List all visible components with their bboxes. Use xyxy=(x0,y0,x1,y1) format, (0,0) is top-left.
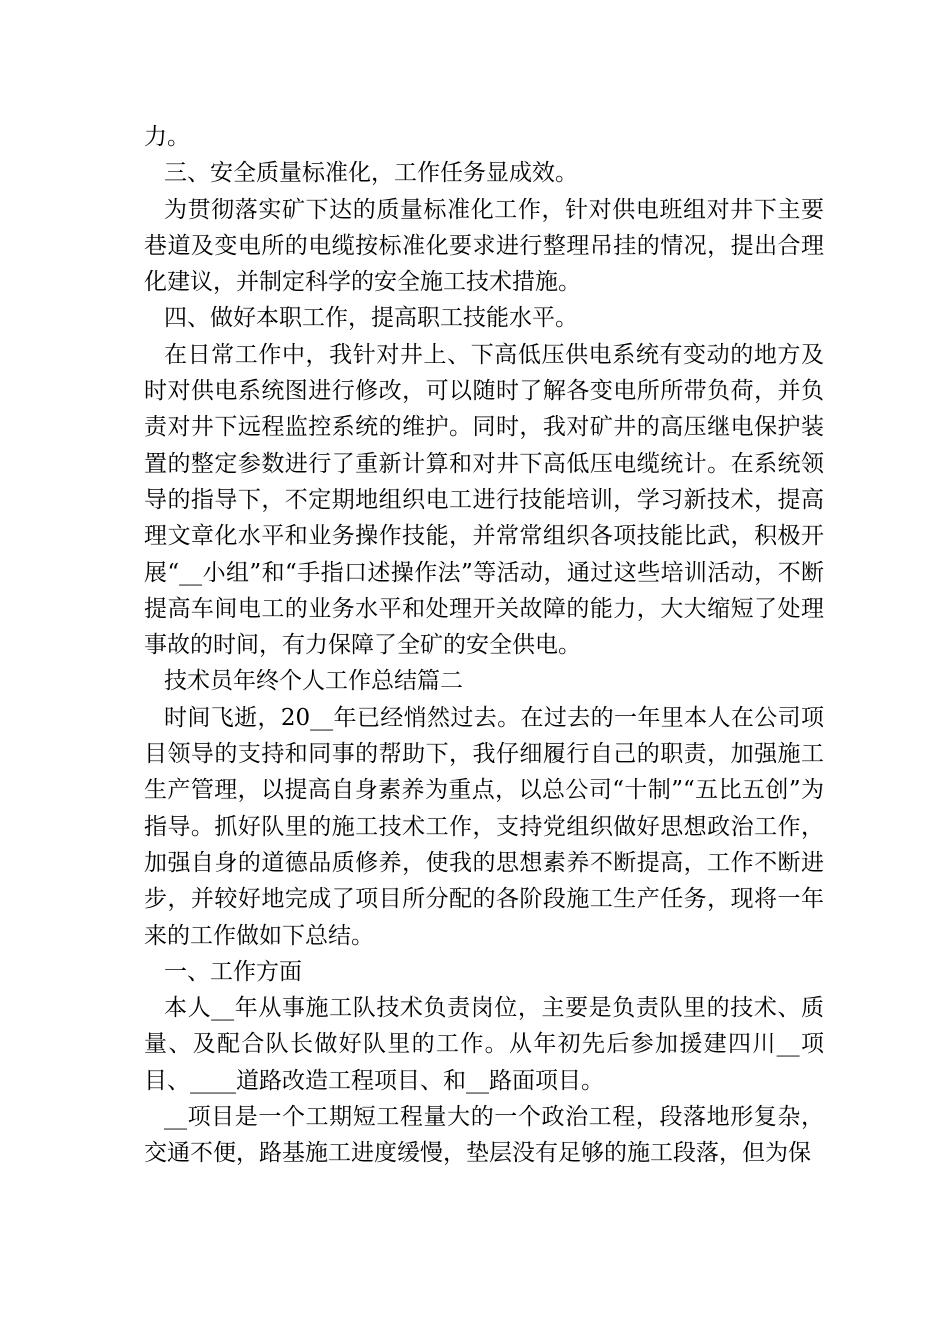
paragraph-5: 本人__年从事施工队技术负责岗位，主要是负责队里的技术、质量、及配合队长做好队里的工作。从年初先后参加援建四川__项目、____道路改造工程项目、和__路面项目。 xyxy=(144,995,824,1094)
paragraph-6: __项目是一个工期短工程量大的一个政治工程，段落地形复杂，交通不便，路基施工进度缓慢，垫层没有足够的施工段落，但为保 xyxy=(144,1104,824,1167)
article-title-part-2: 技术员年终个人工作总结篇二 xyxy=(164,668,463,695)
section-heading-3: 三、安全质量标准化，工作任务显成效。 xyxy=(164,160,578,187)
paragraph-2: 为贯彻落实矿下达的质量标准化工作，针对供电班组对井下主要巷道及变电所的电缆按标准化要求进行整理吊挂的情况，提出合理化建议，并制定科学的安全施工技术措施。 xyxy=(144,196,824,296)
document-page xyxy=(144,119,824,1172)
paragraph-4: 时间飞逝，20__年已经悄然过去。在过去的一年里本人在公司项目领导的支持和同事的帮助下，我仔细履行自己的职责，加强施工生产管理，以提高自身素养为重点，以总公司“十制”“五比五创”为指导。抓好队里的施工技术工作，支持党组织做好思想政治工作，加强自身的道德品质修养，使我的思想素养不断提高，工作不断进步，并较好地完成了项目所分配的各阶段施工生产任务，现将一年来的工作做如下总结。 xyxy=(144,704,824,949)
section-heading-4: 四、做好本职工作，提高职工技能水平。 xyxy=(164,305,578,332)
paragraph-3: 在日常工作中，我针对井上、下高低压供电系统有变动的地方及时对供电系统图进行修改，可以随时了解各变电所所带负荷，并负责对井下远程监控系统的维护。同时，我对矿井的高压继电保护装置的整定参数进行了重新计算和对井下高低压电缆统计。在系统领导的指导下，不定期地组织电工进行技能培训，学习新技术，提高理文章化水平和业务操作技能，并常常组织各项技能比武，积极开展“__小组”和“手指口述操作法”等活动，通过这些培训活动，不断提高车间电工的业务水平和处理开关故障的能力，大大缩短了处理事故的时间，有力保障了全矿的安全供电。 xyxy=(144,341,824,659)
paragraph-1: 力。 xyxy=(144,124,190,150)
section-heading-1: 一、工作方面 xyxy=(164,958,302,985)
